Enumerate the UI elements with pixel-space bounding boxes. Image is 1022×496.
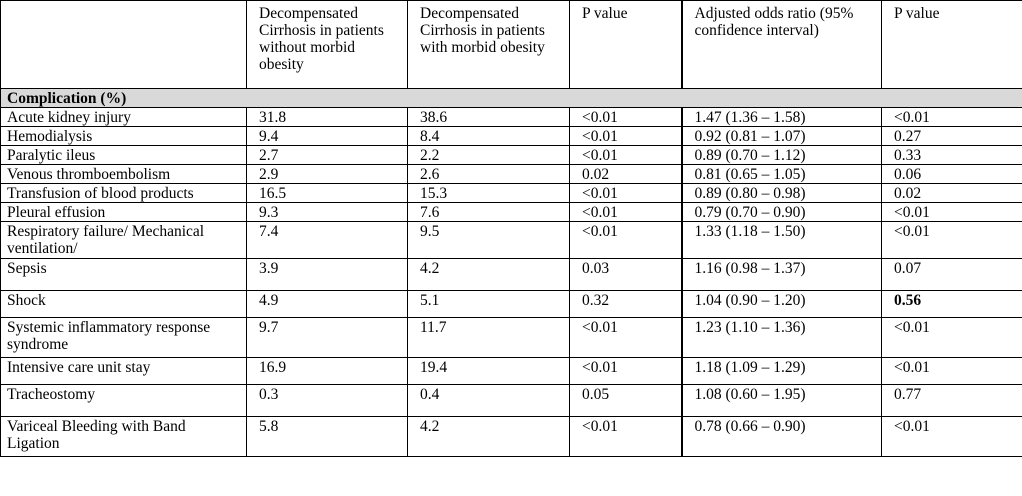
cell-with-obesity: 2.6 [408,165,570,184]
cell-p-value-adjusted: <0.01 [882,203,1022,222]
cell-p-value: 0.05 [570,385,682,417]
table-row [1,184,1022,203]
row-label: Shock [1,291,247,318]
cell-p-value: <0.01 [570,127,682,146]
section-title: Complication (%) [1,89,1022,108]
cell-without-obesity: 9.4 [247,127,408,146]
row-label: Hemodialysis [1,127,247,146]
cell-without-obesity: 5.8 [247,417,408,457]
cell-p-value: 0.02 [570,165,682,184]
cell-p-value: 0.32 [570,291,682,318]
row-label: Pleural effusion [1,203,247,222]
cell-adjusted-odds-ratio: 0.78 (0.66 – 0.90) [682,417,882,457]
cell-p-value-adjusted: 0.06 [882,165,1022,184]
cell-p-value-adjusted: 0.07 [882,259,1022,291]
cell-p-value: <0.01 [570,108,682,127]
row-label: Variceal Bleeding with Band Ligation [1,417,247,457]
header-without-obesity: Decompensated Cirrhosis in patients without morbid obesity [247,1,408,89]
row-label: Systemic inflammatory response syndrome [1,318,247,358]
cell-p-value-adjusted: 0.56 [882,291,1022,318]
cell-adjusted-odds-ratio: 1.47 (1.36 – 1.58) [682,108,882,127]
cell-without-obesity: 9.7 [247,318,408,358]
header-p-value-adjusted: P value [882,1,1022,89]
cell-adjusted-odds-ratio: 0.89 (0.70 – 1.12) [682,146,882,165]
cell-p-value: <0.01 [570,146,682,165]
cell-with-obesity: 0.4 [408,385,570,417]
cell-with-obesity: 9.5 [408,222,570,259]
cell-p-value: <0.01 [570,318,682,358]
header-adjusted-odds-ratio: Adjusted odds ratio (95% confidence interval) [682,1,882,89]
cell-p-value-adjusted: 0.77 [882,385,1022,417]
table-row [1,259,1022,291]
cell-with-obesity: 8.4 [408,127,570,146]
cell-with-obesity: 5.1 [408,291,570,318]
cell-p-value: 0.03 [570,259,682,291]
cell-with-obesity: 19.4 [408,358,570,385]
cell-p-value-adjusted: <0.01 [882,318,1022,358]
cell-without-obesity: 16.9 [247,358,408,385]
table-row [1,417,1022,457]
table-row [1,165,1022,184]
row-label: Venous thromboembolism [1,165,247,184]
cell-p-value: <0.01 [570,358,682,385]
table-row [1,318,1022,358]
cell-without-obesity: 9.3 [247,203,408,222]
cell-with-obesity: 11.7 [408,318,570,358]
cell-p-value: <0.01 [570,184,682,203]
cell-p-value-adjusted: <0.01 [882,417,1022,457]
row-label: Tracheostomy [1,385,247,417]
cell-without-obesity: 4.9 [247,291,408,318]
row-label: Sepsis [1,259,247,291]
cell-without-obesity: 16.5 [247,184,408,203]
cell-without-obesity: 2.7 [247,146,408,165]
cell-adjusted-odds-ratio: 0.92 (0.81 – 1.07) [682,127,882,146]
cell-with-obesity: 2.2 [408,146,570,165]
cell-adjusted-odds-ratio: 0.79 (0.70 – 0.90) [682,203,882,222]
cell-without-obesity: 0.3 [247,385,408,417]
cell-without-obesity: 3.9 [247,259,408,291]
cell-without-obesity: 7.4 [247,222,408,259]
header-row [1,1,1022,89]
table-row [1,385,1022,417]
row-label: Respiratory failure/ Mechanical ventilation/ [1,222,247,259]
cell-adjusted-odds-ratio: 1.04 (0.90 – 1.20) [682,291,882,318]
row-label: Intensive care unit stay [1,358,247,385]
cell-adjusted-odds-ratio: 0.89 (0.80 – 0.98) [682,184,882,203]
cell-adjusted-odds-ratio: 1.33 (1.18 – 1.50) [682,222,882,259]
cell-without-obesity: 2.9 [247,165,408,184]
cell-adjusted-odds-ratio: 1.08 (0.60 – 1.95) [682,385,882,417]
table-row [1,222,1022,259]
cell-adjusted-odds-ratio: 1.23 (1.10 – 1.36) [682,318,882,358]
cell-without-obesity: 31.8 [247,108,408,127]
row-label: Acute kidney injury [1,108,247,127]
cell-p-value-adjusted: 0.02 [882,184,1022,203]
cell-p-value: <0.01 [570,203,682,222]
header-with-obesity: Decompensated Cirrhosis in patients with morbid obesity [408,1,570,89]
cell-with-obesity: 15.3 [408,184,570,203]
cell-p-value-adjusted: <0.01 [882,108,1022,127]
cell-p-value-adjusted: 0.33 [882,146,1022,165]
table-row [1,146,1022,165]
cell-adjusted-odds-ratio: 1.18 (1.09 – 1.29) [682,358,882,385]
table-row [1,108,1022,127]
cell-with-obesity: 38.6 [408,108,570,127]
header-p-value: P value [570,1,682,89]
cell-p-value: <0.01 [570,417,682,457]
header-blank [1,1,247,89]
cell-with-obesity: 4.2 [408,417,570,457]
cell-p-value-adjusted: <0.01 [882,358,1022,385]
cell-with-obesity: 4.2 [408,259,570,291]
table-row [1,127,1022,146]
cell-with-obesity: 7.6 [408,203,570,222]
row-label: Paralytic ileus [1,146,247,165]
table-row [1,358,1022,385]
cell-adjusted-odds-ratio: 0.81 (0.65 – 1.05) [682,165,882,184]
cell-p-value: <0.01 [570,222,682,259]
cell-p-value-adjusted: <0.01 [882,222,1022,259]
cell-p-value-adjusted: 0.27 [882,127,1022,146]
table-row [1,203,1022,222]
section-row [1,89,1022,108]
cell-adjusted-odds-ratio: 1.16 (0.98 – 1.37) [682,259,882,291]
table-row [1,291,1022,318]
row-label: Transfusion of blood products [1,184,247,203]
